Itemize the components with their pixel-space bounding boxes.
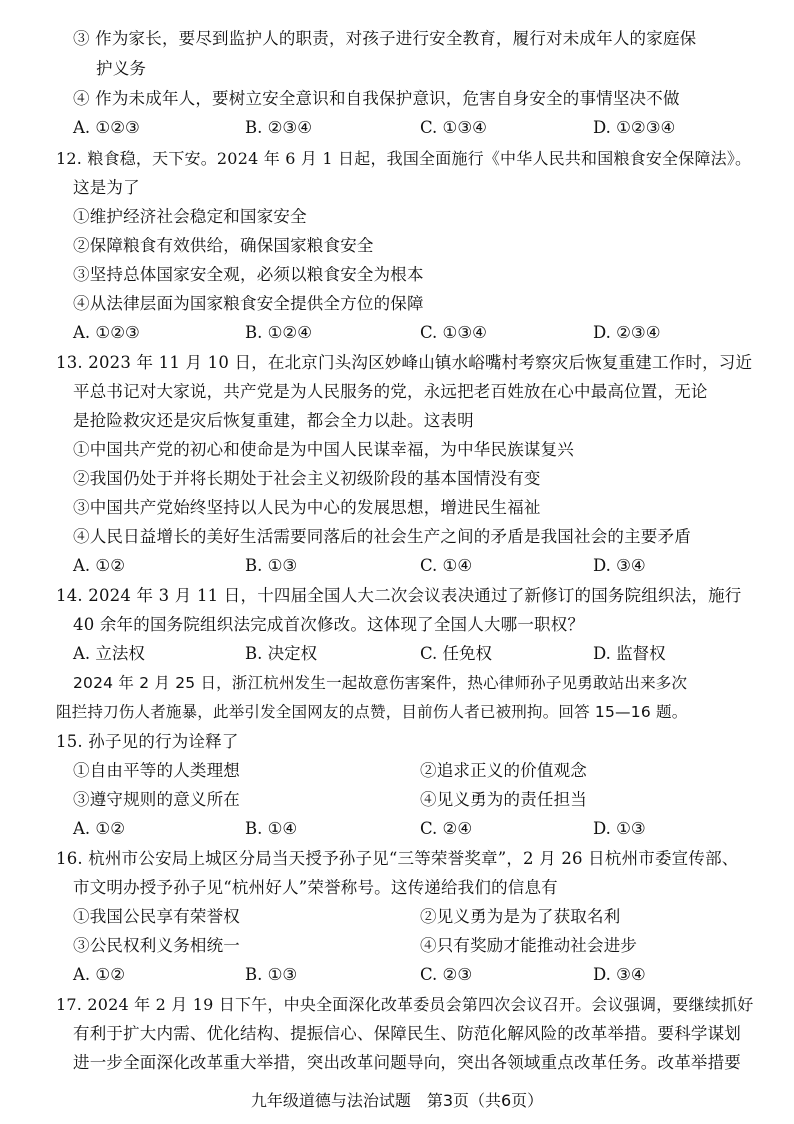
q12-stem-line2: 这是为了 bbox=[73, 178, 140, 197]
page-footer: 九年级道德与法治试题 第3页（共6页） bbox=[250, 1091, 544, 1110]
q13-item-3: ③中国共产党始终坚持以人民为中心的发展思想，增进民生福祉 bbox=[73, 498, 541, 517]
material-line1: 2024 年 2 月 25 日，浙江杭州发生一起故意伤害案件，热心律师孙子见勇敢站出来多次 bbox=[73, 674, 688, 692]
q15-option-b: B. ①④ bbox=[245, 819, 298, 838]
q12-option-c: C. ①③④ bbox=[420, 323, 487, 342]
q14-stem-line2: 40 余年的国务院组织法完成首次修改。这体现了全国人大哪一职权？ bbox=[73, 615, 585, 634]
q13-option-b: B. ①③ bbox=[245, 556, 298, 575]
q15-option-c: C. ②④ bbox=[420, 819, 473, 838]
q15-stem: 15. 孙子见的行为诠释了 bbox=[56, 732, 239, 751]
q11-item-4: ④ 作为未成年人，要树立安全意识和自我保护意识，危害自身安全的事情坚决不做 bbox=[73, 89, 680, 108]
q16-item-4: ④只有奖励才能推动社会进步 bbox=[420, 936, 638, 955]
q11-option-c: C. ①③④ bbox=[420, 118, 487, 137]
q17-stem-line1: 17. 2024 年 2 月 19 日下午，中央全面深化改革委员会第四次会议召开。会议强调，要继续抓好 bbox=[56, 995, 754, 1014]
q11-item-3-line1: ③ 作为家长，要尽到监护人的职责，对孩子进行安全教育，履行对未成年人的家庭保 bbox=[73, 29, 697, 48]
q14-option-c: C. 任免权 bbox=[420, 644, 493, 663]
q13-item-2: ②我国仍处于并将长期处于社会主义初级阶段的基本国情没有变 bbox=[73, 469, 541, 488]
q13-stem-line1: 13. 2023 年 11 月 10 日，在北京门头沟区妙峰山镇水峪嘴村考察灾后恢复重建工作时，习近 bbox=[56, 353, 753, 372]
q16-option-d: D. ③④ bbox=[593, 965, 646, 984]
q11-item-3-line2: 护义务 bbox=[96, 59, 147, 78]
q17-stem-line2: 有利于扩大内需、优化结构、提振信心、保障民生、防范化解风险的改革举措。要科学谋划 bbox=[73, 1024, 741, 1043]
q16-option-c: C. ②③ bbox=[420, 965, 473, 984]
q15-option-d: D. ①③ bbox=[593, 819, 646, 838]
q12-item-2: ②保障粮食有效供给，确保国家粮食安全 bbox=[73, 236, 374, 255]
q13-stem-line2: 平总书记对大家说，共产党是为人民服务的党，永远把老百姓放在心中最高位置，无论 bbox=[73, 382, 708, 401]
q16-item-2: ②见义勇为是为了获取名利 bbox=[420, 907, 621, 926]
q16-option-b: B. ①③ bbox=[245, 965, 298, 984]
q12-option-d: D. ②③④ bbox=[593, 323, 661, 342]
q13-option-a: A. ①② bbox=[73, 556, 125, 575]
q12-item-4: ④从法律层面为国家粮食安全提供全方位的保障 bbox=[73, 294, 424, 313]
q16-option-a: A. ①② bbox=[73, 965, 125, 984]
q11-option-a: A. ①②③ bbox=[73, 118, 140, 137]
q12-option-a: A. ①②③ bbox=[73, 323, 140, 342]
q17-stem-line3: 进一步全面深化改革重大举措，突出改革问题导向，突出各领域重点改革任务。改革举措要 bbox=[73, 1053, 741, 1072]
q16-item-3: ③公民权利义务相统一 bbox=[73, 936, 240, 955]
q14-stem-line1: 14. 2024 年 3 月 11 日，十四届全国人大二次会议表决通过了新修订的国务院组织法，施行 bbox=[56, 586, 742, 605]
q15-option-a: A. ①② bbox=[73, 819, 125, 838]
q13-option-c: C. ①④ bbox=[420, 556, 473, 575]
q11-option-d: D. ①②③④ bbox=[593, 118, 676, 137]
q12-option-b: B. ①②④ bbox=[245, 323, 312, 342]
q12-item-1: ①维护经济社会稳定和国家安全 bbox=[73, 207, 307, 226]
q14-option-b: B. 决定权 bbox=[245, 644, 318, 663]
q16-item-1: ①我国公民享有荣誉权 bbox=[73, 907, 240, 926]
q12-stem-line1: 12. 粮食稳，天下安。2024 年 6 月 1 日起，我国全面施行《中华人民共和国粮食安全保障法》。 bbox=[56, 149, 752, 168]
q12-item-3: ③坚持总体国家安全观，必须以粮食安全为根本 bbox=[73, 265, 424, 284]
q15-item-4: ④见义勇为的责任担当 bbox=[420, 790, 587, 809]
q13-stem-line3: 是抢险救灾还是灾后恢复重建，都会全力以赴。这表明 bbox=[73, 411, 474, 430]
material-line2: 阻拦持刀伤人者施暴，此举引发全国网友的点赞，目前伤人者已被刑拘。回答 15—16 题。 bbox=[56, 703, 688, 721]
q16-stem-line2: 市文明办授予孙子见“杭州好人”荣誉称号。这传递给我们的信息有 bbox=[73, 878, 558, 897]
q14-option-a: A. 立法权 bbox=[73, 644, 145, 663]
q13-option-d: D. ③④ bbox=[593, 556, 646, 575]
q13-item-4: ④人民日益增长的美好生活需要同落后的社会生产之间的矛盾是我国社会的主要矛盾 bbox=[73, 527, 691, 546]
q15-item-2: ②追求正义的价值观念 bbox=[420, 761, 587, 780]
q11-option-b: B. ②③④ bbox=[245, 118, 312, 137]
q14-option-d: D. 监督权 bbox=[593, 644, 666, 663]
q15-item-3: ③遵守规则的意义所在 bbox=[73, 790, 240, 809]
q16-stem-line1: 16. 杭州市公安局上城区分局当天授予孙子见“三等荣誉奖章”，2 月 26 日杭州市委宣传部、 bbox=[56, 849, 739, 868]
q15-item-1: ①自由平等的人类理想 bbox=[73, 761, 240, 780]
q13-item-1: ①中国共产党的初心和使命是为中国人民谋幸福，为中华民族谋复兴 bbox=[73, 440, 574, 459]
